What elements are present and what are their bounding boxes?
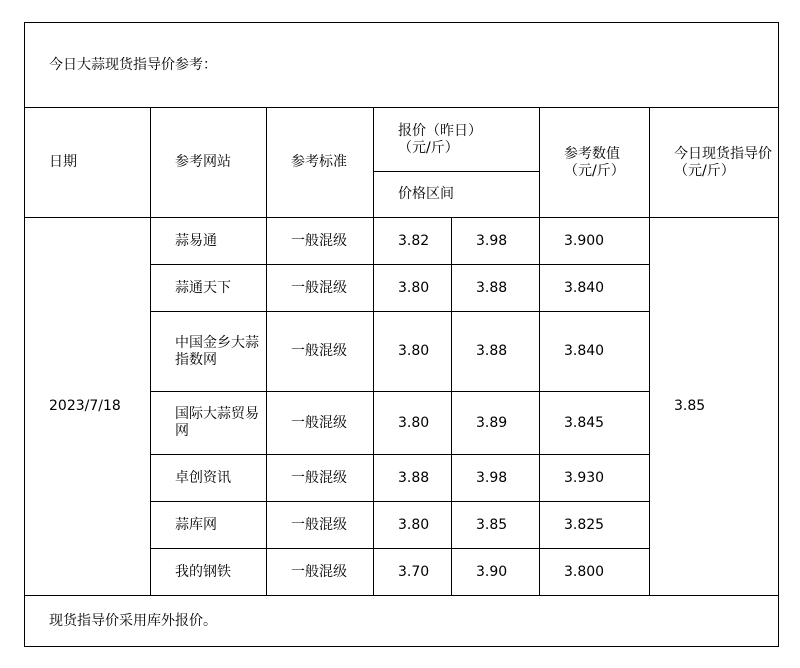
date-cell: 2023/7/18 xyxy=(25,218,151,596)
intro-text: 今日大蒜现货指导价参考： xyxy=(25,23,779,108)
site-cell: 蒜易通 xyxy=(151,218,267,265)
high-price-cell: 3.90 xyxy=(452,549,540,596)
header-date: 日期 xyxy=(25,108,151,218)
high-price-cell: 3.88 xyxy=(452,312,540,392)
site-cell: 我的钢铁 xyxy=(151,549,267,596)
high-price-cell: 3.98 xyxy=(452,218,540,265)
standard-cell: 一般混级 xyxy=(267,218,374,265)
header-quote xyxy=(374,108,540,172)
standard-cell: 一般混级 xyxy=(267,455,374,502)
ref-value-cell: 3.900 xyxy=(540,218,650,265)
ref-value-cell: 3.840 xyxy=(540,312,650,392)
standard-cell: 一般混级 xyxy=(267,549,374,596)
ref-value-cell: 3.840 xyxy=(540,265,650,312)
high-price-cell: 3.89 xyxy=(452,392,540,455)
low-price-cell: 3.82 xyxy=(374,218,452,265)
low-price-cell: 3.80 xyxy=(374,392,452,455)
ref-value-cell: 3.845 xyxy=(540,392,650,455)
site-cell: 蒜通天下 xyxy=(151,265,267,312)
ref-value-cell: 3.930 xyxy=(540,455,650,502)
footnote-text: 现货指导价采用库外报价。 xyxy=(25,596,779,647)
header-guide-price: 今日现货指导价（元/斤） xyxy=(650,108,779,218)
site-cell: 蒜库网 xyxy=(151,502,267,549)
ref-value-cell: 3.800 xyxy=(540,549,650,596)
header-site: 参考网站 xyxy=(151,108,267,218)
site-cell: 国际大蒜贸易网 xyxy=(151,392,267,455)
header-range: 价格区间 xyxy=(374,172,540,218)
high-price-cell: 3.88 xyxy=(452,265,540,312)
high-price-cell: 3.85 xyxy=(452,502,540,549)
low-price-cell: 3.88 xyxy=(374,455,452,502)
ref-value-cell: 3.825 xyxy=(540,502,650,549)
low-price-cell: 3.80 xyxy=(374,265,452,312)
low-price-cell: 3.80 xyxy=(374,312,452,392)
low-price-cell: 3.80 xyxy=(374,502,452,549)
table-row xyxy=(25,218,779,265)
price-table xyxy=(24,22,779,647)
standard-cell: 一般混级 xyxy=(267,265,374,312)
high-price-cell: 3.98 xyxy=(452,455,540,502)
header-quote-title: 报价（昨日） xyxy=(398,122,482,139)
low-price-cell: 3.70 xyxy=(374,549,452,596)
header-ref-value: 参考数值（元/斤） xyxy=(540,108,650,218)
site-cell: 卓创资讯 xyxy=(151,455,267,502)
standard-cell: 一般混级 xyxy=(267,312,374,392)
header-standard: 参考标准 xyxy=(267,108,374,218)
guide-price-cell: 3.85 xyxy=(650,218,779,596)
standard-cell: 一般混级 xyxy=(267,502,374,549)
header-quote-unit: （元/斤） xyxy=(398,139,459,156)
standard-cell: 一般混级 xyxy=(267,392,374,455)
site-cell: 中国金乡大蒜指数网 xyxy=(151,312,267,392)
